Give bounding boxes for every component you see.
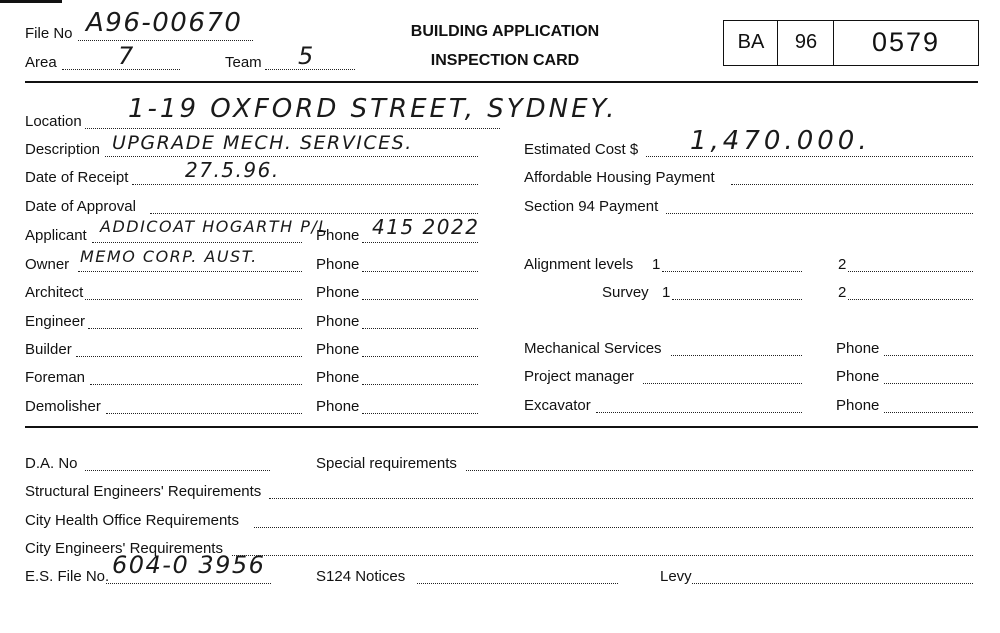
foreman-line xyxy=(90,384,302,385)
es-file-value: 604-0 3956 xyxy=(112,551,266,579)
applicant-phone-label: Phone xyxy=(316,227,360,244)
owner-line xyxy=(78,271,302,272)
applicant-phone-value: 415 2022 xyxy=(372,215,480,239)
architect-phone-label: Phone xyxy=(316,284,360,301)
alignment-2-line xyxy=(848,271,973,272)
excavator-phone-line xyxy=(884,412,973,413)
mech-services-phone-line xyxy=(884,355,973,356)
foreman-phone-line xyxy=(362,384,478,385)
mech-services-label: Mechanical Services xyxy=(524,340,662,357)
reference-year: 96 xyxy=(794,31,818,53)
applicant-label: Applicant xyxy=(25,227,87,244)
structural-line xyxy=(269,498,973,499)
demolisher-label: Demolisher xyxy=(25,398,101,415)
date-receipt-label: Date of Receipt xyxy=(25,169,129,186)
es-file-line xyxy=(106,583,271,584)
location-label: Location xyxy=(25,113,82,130)
excavator-phone-label: Phone xyxy=(836,397,880,414)
area-label: Area xyxy=(25,54,57,71)
city-health-line xyxy=(254,527,973,528)
city-engineers-line xyxy=(232,555,973,556)
levy-label: Levy xyxy=(660,568,692,585)
form-title-line2: INSPECTION CARD xyxy=(430,52,580,69)
builder-phone-label: Phone xyxy=(316,341,360,358)
estimated-cost-line xyxy=(646,156,973,157)
location-line xyxy=(85,128,500,129)
engineer-phone-label: Phone xyxy=(316,313,360,330)
special-req-label: Special requirements xyxy=(316,455,457,472)
file-no-value: A96-00670 xyxy=(86,8,243,38)
applicant-value: ADDICOAT HOGARTH P/L xyxy=(100,217,329,236)
estimated-cost-value: 1,470.000. xyxy=(690,126,871,156)
structural-label: Structural Engineers' Requirements xyxy=(25,483,262,500)
date-receipt-value: 27.5.96. xyxy=(185,158,280,182)
excavator-line xyxy=(596,412,802,413)
mech-services-line xyxy=(671,355,802,356)
section94-line xyxy=(666,213,973,214)
applicant-line xyxy=(92,242,302,243)
demolisher-phone-label: Phone xyxy=(316,398,360,415)
owner-phone-label: Phone xyxy=(316,256,360,273)
da-no-line xyxy=(85,470,270,471)
city-health-label: City Health Office Requirements xyxy=(25,512,239,529)
description-value: UPGRADE MECH. SERVICES. xyxy=(112,132,413,154)
demolisher-phone-line xyxy=(362,413,478,414)
middle-rule xyxy=(25,426,978,428)
description-label: Description xyxy=(25,141,101,158)
date-receipt-line xyxy=(132,184,478,185)
architect-label: Architect xyxy=(25,284,84,301)
city-engineers-label: City Engineers' Requirements xyxy=(25,540,223,557)
da-no-label: D.A. No xyxy=(25,455,78,472)
alignment-levels-label: Alignment levels xyxy=(524,256,634,273)
project-manager-phone-line xyxy=(884,383,973,384)
s124-label: S124 Notices xyxy=(316,568,406,585)
foreman-label: Foreman xyxy=(25,369,86,386)
demolisher-line xyxy=(106,413,302,414)
estimated-cost-label: Estimated Cost $ xyxy=(524,141,639,158)
project-manager-line xyxy=(643,383,802,384)
reference-number: 0579 xyxy=(871,27,941,57)
alignment-1-label: 1 xyxy=(652,256,661,273)
section94-label: Section 94 Payment xyxy=(524,198,659,215)
area-value: 7 xyxy=(118,42,135,70)
affordable-housing-label: Affordable Housing Payment xyxy=(524,169,715,186)
owner-phone-line xyxy=(362,271,478,272)
excavator-label: Excavator xyxy=(524,397,591,414)
project-manager-phone-label: Phone xyxy=(836,368,880,385)
affordable-housing-line xyxy=(731,184,973,185)
engineer-phone-line xyxy=(362,328,478,329)
form-title-line1: BUILDING APPLICATION xyxy=(410,23,600,40)
description-line xyxy=(105,156,478,157)
date-approval-label: Date of Approval xyxy=(25,198,136,215)
survey-1-label: 1 xyxy=(662,284,671,301)
team-value: 5 xyxy=(298,42,315,70)
architect-phone-line xyxy=(362,299,478,300)
builder-label: Builder xyxy=(25,341,72,358)
foreman-phone-label: Phone xyxy=(316,369,360,386)
special-req-line xyxy=(466,470,973,471)
es-file-label: E.S. File No. xyxy=(25,568,110,585)
survey-label: Survey xyxy=(602,284,649,301)
engineer-line xyxy=(88,328,302,329)
alignment-1-line xyxy=(662,271,802,272)
builder-line xyxy=(76,356,302,357)
engineer-label: Engineer xyxy=(25,313,86,330)
survey-1-line xyxy=(672,299,802,300)
reference-prefix: BA xyxy=(737,31,765,53)
file-no-line xyxy=(78,40,253,41)
survey-2-label: 2 xyxy=(838,284,847,301)
alignment-2-label: 2 xyxy=(838,256,847,273)
owner-label: Owner xyxy=(25,256,70,273)
project-manager-label: Project manager xyxy=(524,368,635,385)
s124-line xyxy=(417,583,618,584)
levy-line xyxy=(692,583,973,584)
corner-mark xyxy=(0,0,62,3)
date-approval-line xyxy=(150,213,478,214)
applicant-phone-line xyxy=(362,242,478,243)
owner-value: MEMO CORP. AUST. xyxy=(80,247,258,266)
file-no-label: File No xyxy=(25,25,73,42)
header-rule xyxy=(25,81,978,83)
location-value: 1-19 OXFORD STREET, SYDNEY. xyxy=(128,94,618,124)
survey-2-line xyxy=(848,299,973,300)
team-label: Team xyxy=(225,54,262,71)
architect-line xyxy=(85,299,302,300)
mech-services-phone-label: Phone xyxy=(836,340,880,357)
builder-phone-line xyxy=(362,356,478,357)
